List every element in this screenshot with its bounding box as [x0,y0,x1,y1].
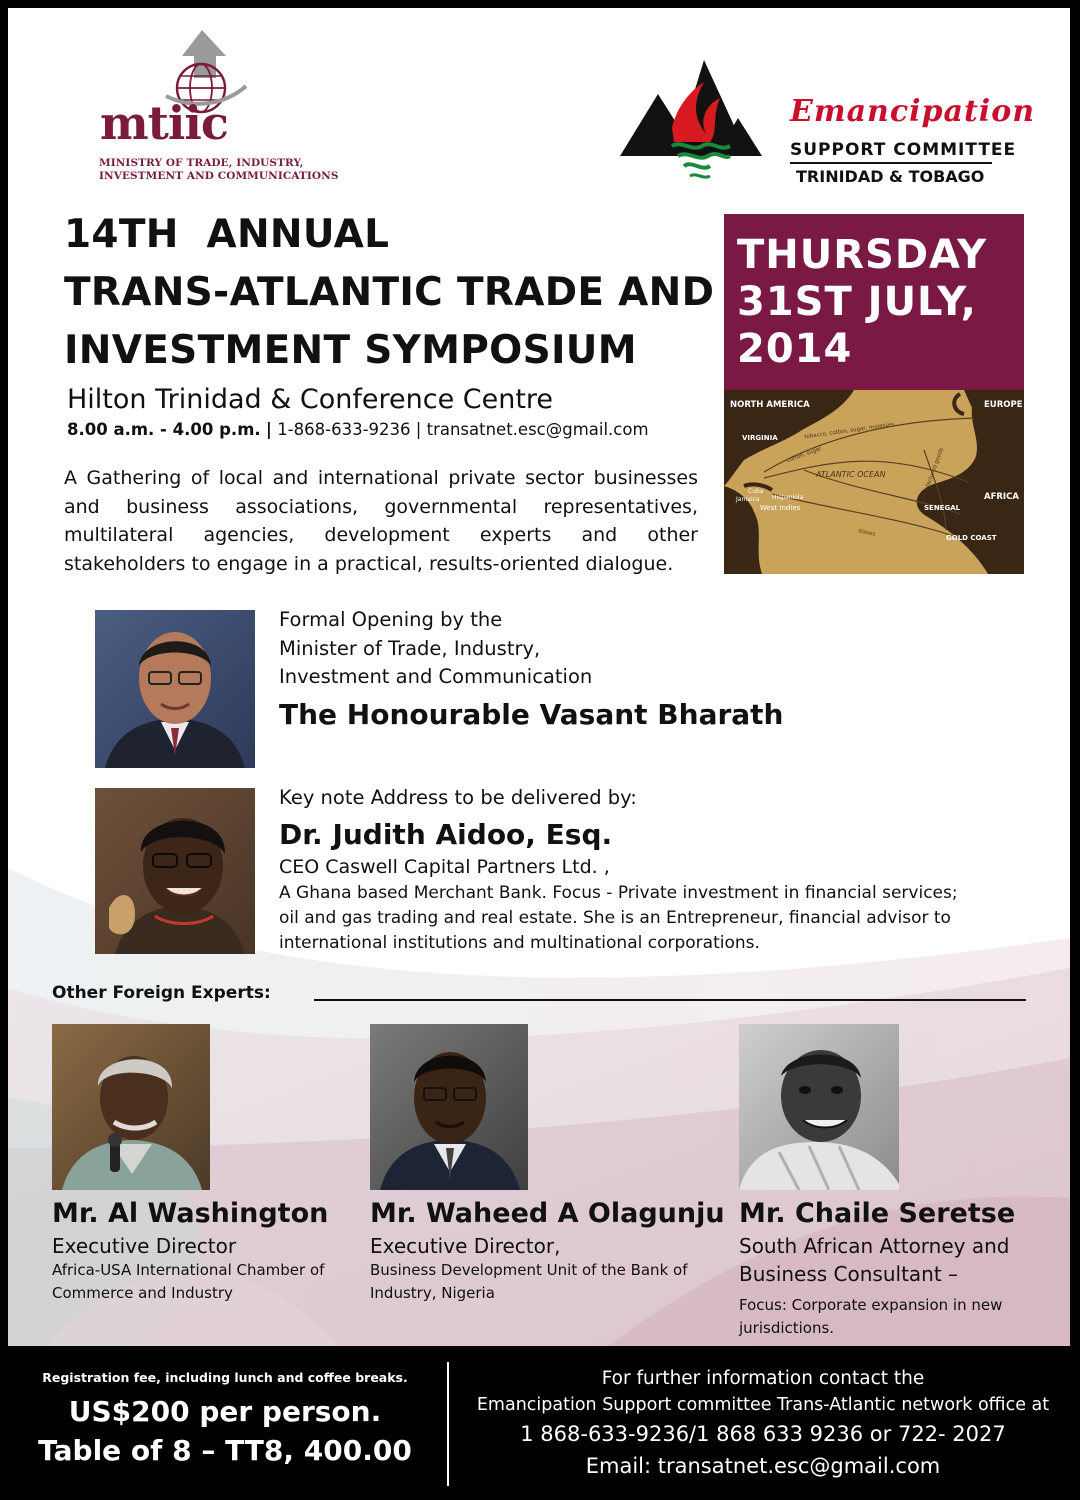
event-title-line-3: INVESTMENT SYMPOSIUM [64,328,637,373]
opening-line-1: Formal Opening by the [279,608,503,631]
minister-name: The Honourable Vasant Bharath [279,698,784,731]
expert-name-washington: Mr. Al Washington [52,1198,329,1229]
map-label-cuba: Cuba [748,488,764,495]
esc-subtitle-1: SUPPORT COMMITTEE [790,140,1017,160]
map-shapes [724,390,1024,574]
poster-page [8,8,1070,1346]
keynote-name: Dr. Judith Aidoo, Esq. [279,818,613,851]
event-separator-1: | [265,420,272,439]
map-label-senegal: SENEGAL [924,504,961,512]
map-label-virginia: VIRGINIA [742,434,778,442]
esc-subtitle-2: TRINIDAD & TOBAGO [796,167,985,186]
footer-contact-line-2: Emancipation Support committee Trans-Atlantic network office at [476,1395,1050,1415]
footer-contact-block [456,1366,1070,1482]
event-intro: A Gathering of local and international private sector businesses and business associations, governmental representatives, multilateral agencies, development experts and other stakeholders to engage in a practical, results-oriented dialogue. [64,467,698,575]
keynote-photo [95,788,255,954]
trade-map [724,390,1024,574]
map-route-label-2: cotton, sugar [786,445,823,465]
map-route-label-3: manufactured goods [919,447,946,503]
footer-contact-line-3: 1 868-633-9236/1 868 633 9236 or 722- 2027 [520,1422,1006,1446]
map-label-hispaniola: Hispaniola [772,494,804,501]
expert-detail-olagunju-2: Industry, Nigeria [370,1284,495,1302]
mountain-ship-icon [620,60,770,182]
esc-divider [790,162,992,164]
footer-fee-note: Registration fee, including lunch and coffee breaks. [42,1370,408,1385]
expert-photo-washington [52,1024,210,1190]
date-line-3: 2014 [737,326,853,372]
esc-logo [620,60,1040,190]
keynote-intro: Key note Address to be delivered by: [279,786,637,809]
mtiic-wordmark: mtiic [100,96,228,150]
mtiic-logo [96,26,339,186]
map-label-europe: EUROPE [984,400,1023,410]
map-label-africa: AFRICA [984,492,1019,502]
expert-detail-washington-2: Commerce and Industry [52,1284,233,1302]
event-email: transatnet.esc@gmail.com [426,420,649,439]
keynote-desc-3: international institutions and multinational corporations. [279,933,760,953]
expert-detail-seretse-2: jurisdictions. [739,1319,835,1337]
footer-price-person: US$200 per person. [68,1395,382,1428]
event-details [67,420,649,439]
date-box [724,214,1024,390]
expert-role-seretse-2: Business Consultant – [739,1262,959,1286]
expert-detail-washington-1: Africa-USA International Chamber of [52,1261,325,1279]
keynote-desc-2: oil and gas trading and real estate. She is an Entrepreneur, financial advisor to [279,908,951,928]
esc-title: Emancipation [790,94,1036,129]
footer-fee-block [16,1370,434,1467]
keynote-desc-1: A Ghana based Merchant Bank. Focus - Private investment in financial services; [279,883,958,903]
opening-line-2: Minister of Trade, Industry, [279,637,541,660]
map-label-west-indies: West Indies [760,504,801,512]
expert-role-washington: Executive Director [52,1234,237,1258]
event-venue: Hilton Trinidad & Conference Centre [67,384,554,415]
expert-name-seretse: Mr. Chaile Seretse [739,1198,1016,1229]
expert-photo-seretse [739,1024,899,1190]
expert-detail-seretse-1: Focus: Corporate expansion in new [739,1296,1003,1314]
event-separator-2: | [415,420,422,439]
event-title-line-1: 14TH ANNUAL [64,212,390,257]
map-label-gold-coast: GOLD COAST [946,534,997,542]
expert-photo-olagunju [370,1024,528,1190]
date-line-2: 31ST JULY, [737,279,977,325]
expert-name-olagunju: Mr. Waheed A Olagunju [370,1198,725,1229]
footer-contact-line-1: For further information contact the [601,1368,925,1389]
footer-contact-line-4: Email: transatnet.esc@gmail.com [585,1454,941,1478]
event-time: 8.00 a.m. - 4.00 p.m. [67,420,261,439]
keynote-role: CEO Caswell Capital Partners Ltd. , [279,856,610,878]
minister-photo [95,610,255,768]
map-label-atlantic: ATLANTIC OCEAN [816,470,886,479]
expert-detail-olagunju-1: Business Development Unit of the Bank of [370,1261,688,1279]
expert-role-olagunju: Executive Director, [370,1234,561,1258]
map-label-north-america: NORTH AMERICA [730,400,810,410]
experts-heading: Other Foreign Experts: [52,983,271,1003]
event-phone: 1-868-633-9236 [277,420,411,439]
map-route-label-4: slaves [857,528,876,538]
map-label-jamaica: Jamaica [736,496,760,503]
footer-divider [447,1362,449,1486]
expert-role-seretse-1: South African Attorney and [739,1234,1010,1258]
date-line-1: THURSDAY [737,232,988,278]
opening-line-3: Investment and Communication [279,665,593,688]
map-route-label-1: tobacco, cotton, sugar, molasses [804,421,895,441]
mtiic-subtitle-2: INVESTMENT AND COMMUNICATIONS [99,170,339,182]
footer-price-table: Table of 8 – TT8, 400.00 [38,1434,412,1467]
mtiic-subtitle-1: MINISTRY OF TRADE, INDUSTRY, [99,157,304,169]
event-title-line-2: TRANS-ATLANTIC TRADE AND [64,270,715,315]
experts-heading-rule [314,999,1026,1001]
